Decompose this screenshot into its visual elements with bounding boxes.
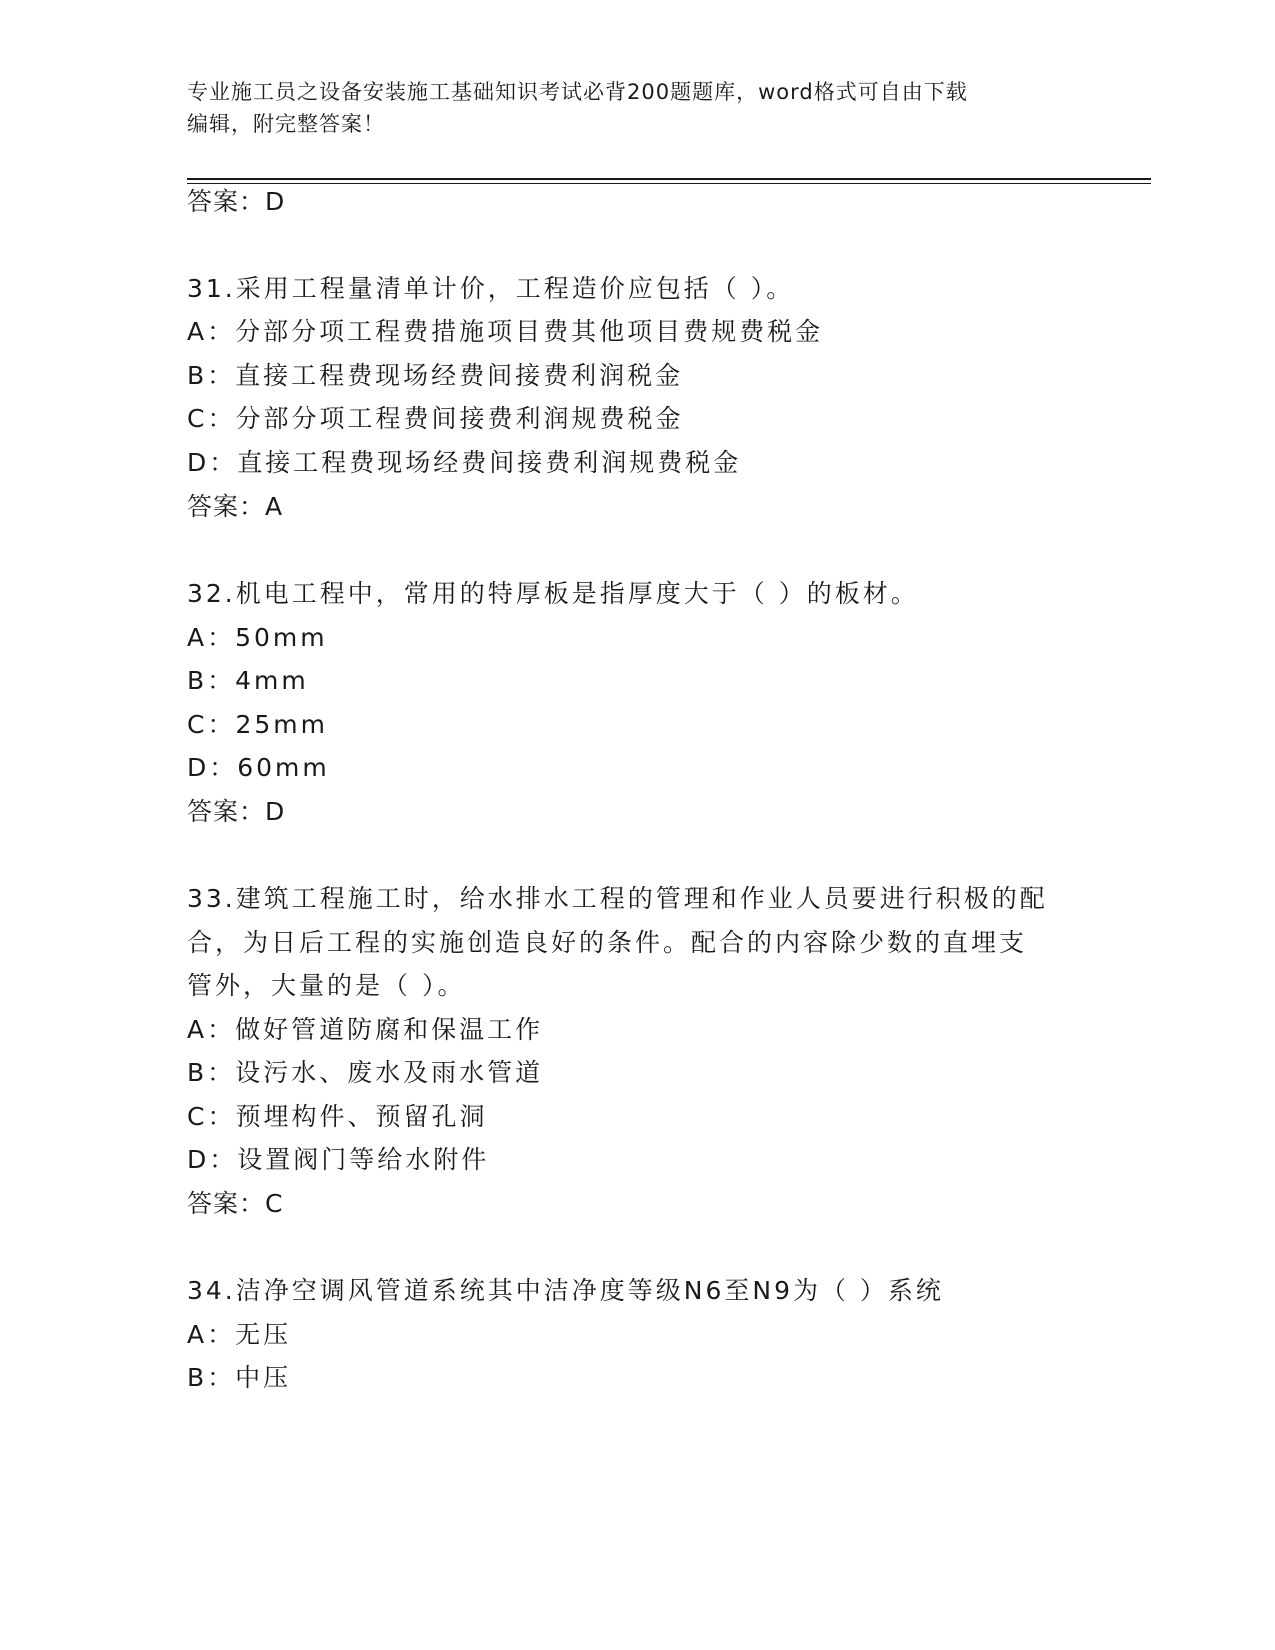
- question-33-option-a: A：做好管道防腐和保温工作: [187, 1015, 544, 1044]
- answer-32: 答案：D: [187, 797, 286, 826]
- answer-31: 答案：A: [187, 492, 284, 521]
- question-31-option-c: C：分部分项工程费间接费利润规费税金: [187, 404, 684, 433]
- question-32-option-c: C：25mm: [187, 710, 328, 739]
- question-31-option-d: D：直接工程费现场经费间接费利润规费税金: [187, 448, 742, 477]
- question-33-option-b: B：设污水、废水及雨水管道: [187, 1058, 544, 1087]
- question-31-option-b: B：直接工程费现场经费间接费利润税金: [187, 361, 684, 390]
- question-33-option-c: C：预埋构件、预留孔洞: [187, 1102, 488, 1131]
- question-34-option-a: A：无压: [187, 1320, 292, 1349]
- question-32-option-b: B：4mm: [187, 666, 309, 695]
- question-32-option-d: D：60mm: [187, 753, 330, 782]
- question-34-option-b: B：中压: [187, 1363, 292, 1392]
- question-33-stem-line-3: 管外，大量的是（ ）。: [187, 971, 466, 1000]
- answer-33: 答案：C: [187, 1189, 284, 1218]
- header-line-2: 编辑，附完整答案！: [187, 112, 385, 136]
- question-33-stem-line-1: 33.建筑工程施工时，给水排水工程的管理和作业人员要进行积极的配: [187, 884, 1048, 913]
- header-divider-thin: [187, 183, 1151, 184]
- question-32-stem: 32.机电工程中，常用的特厚板是指厚度大于（ ）的板材。: [187, 579, 919, 608]
- document-header: [187, 76, 1067, 140]
- question-31-option-a: A：分部分项工程费措施项目费其他项目费规费税金: [187, 317, 824, 346]
- header-line-1: 专业施工员之设备安装施工基础知识考试必背200题题库，word格式可自由下载: [187, 80, 968, 104]
- answer-30: 答案：D: [187, 187, 286, 216]
- header-divider-thick: [187, 178, 1151, 180]
- question-32-option-a: A：50mm: [187, 623, 328, 652]
- question-33-stem-line-2: 合，为日后工程的实施创造良好的条件。配合的内容除少数的直埋支: [187, 928, 1028, 957]
- question-34-stem: 34.洁净空调风管道系统其中洁净度等级N6至N9为（ ）系统: [187, 1276, 944, 1305]
- question-31-stem: 31.采用工程量清单计价，工程造价应包括（ ）。: [187, 274, 795, 303]
- question-33-option-d: D：设置阀门等给水附件: [187, 1145, 490, 1174]
